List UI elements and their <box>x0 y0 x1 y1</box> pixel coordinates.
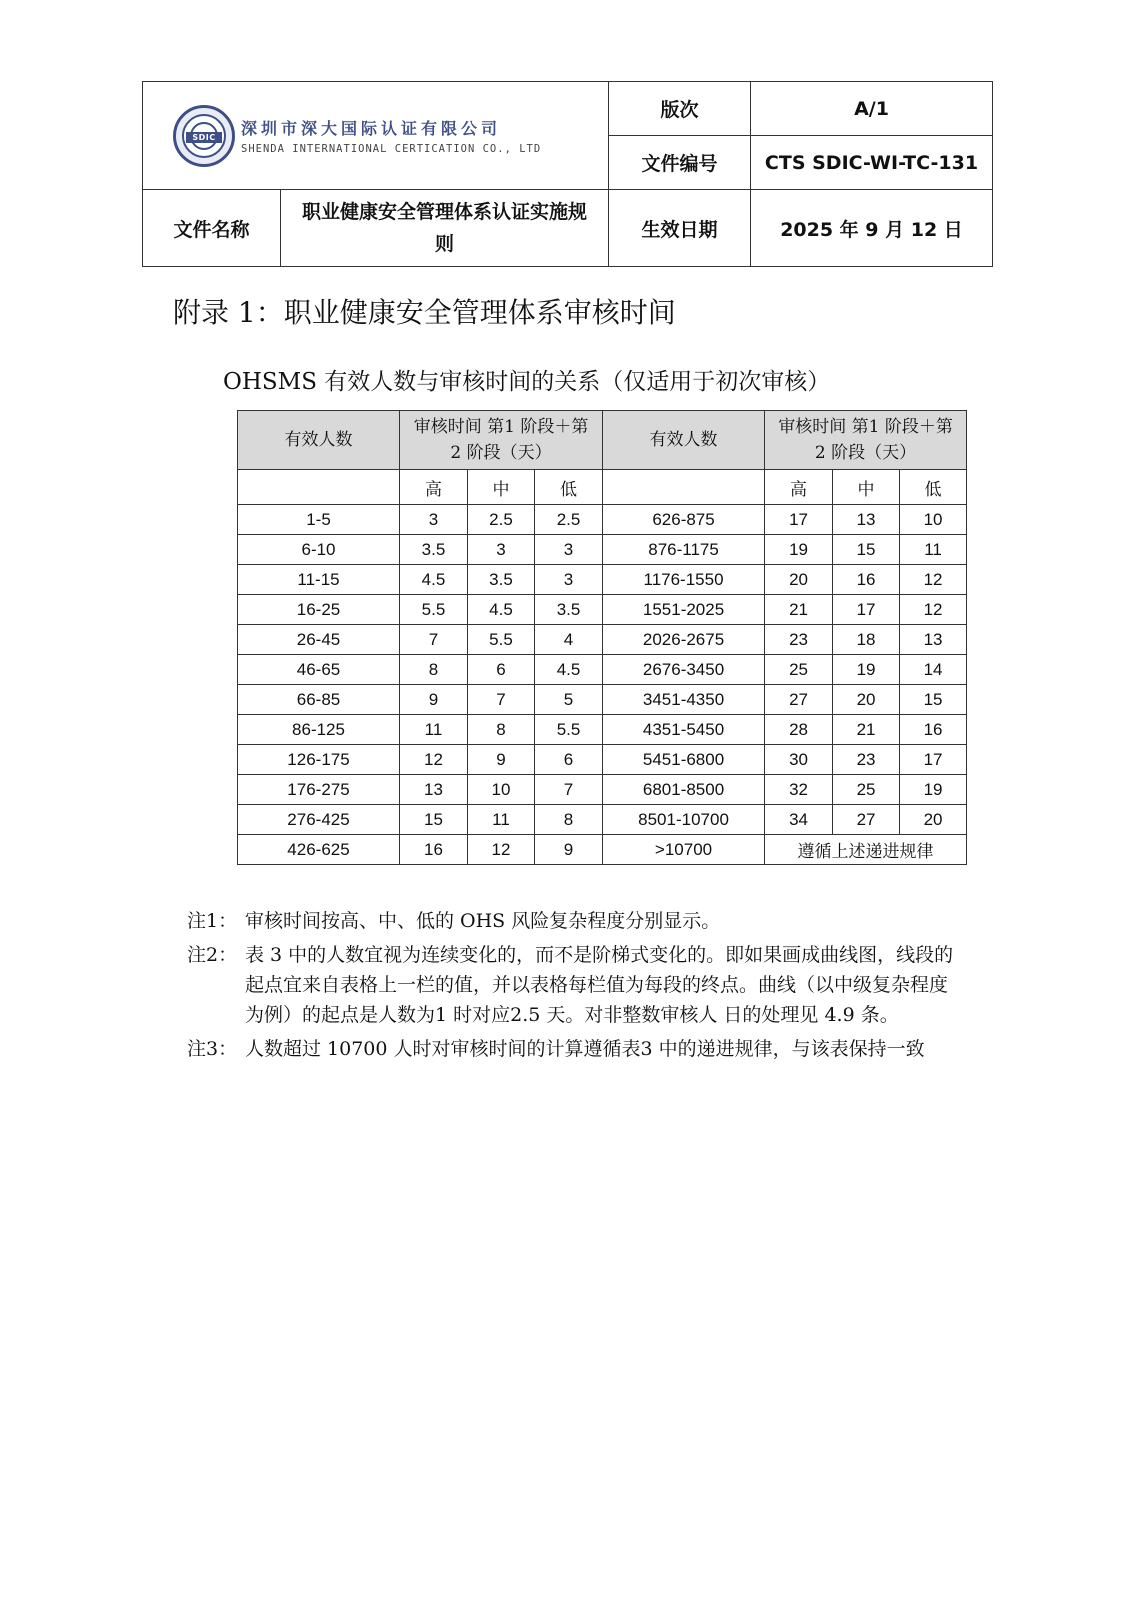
people-right-cell: 626-875 <box>603 505 765 535</box>
low-left-cell: 9 <box>535 835 603 865</box>
low-right-cell: 10 <box>900 505 967 535</box>
table-row <box>238 775 967 805</box>
people-right-cell: 6801-8500 <box>603 775 765 805</box>
people-right-cell: 876-1175 <box>603 535 765 565</box>
doc-number-label: 文件编号 <box>609 136 751 190</box>
low-right-cell: 20 <box>900 805 967 835</box>
low-left-cell: 4 <box>535 625 603 655</box>
high-left-cell: 8 <box>400 655 468 685</box>
col-header-people-right: 有效人数 <box>603 411 765 470</box>
people-left-cell: 176-275 <box>238 775 400 805</box>
mid-right-cell: 19 <box>833 655 900 685</box>
table-row <box>238 625 967 655</box>
mid-left-cell: 11 <box>468 805 535 835</box>
mid-left-cell: 10 <box>468 775 535 805</box>
people-right-cell: 1176-1550 <box>603 565 765 595</box>
low-left-cell: 7 <box>535 775 603 805</box>
note-3 <box>187 1034 957 1064</box>
people-left-cell: 6-10 <box>238 535 400 565</box>
note-label: 注1： <box>187 910 238 932</box>
high-left-cell: 9 <box>400 685 468 715</box>
low-left-cell: 3 <box>535 565 603 595</box>
low-left-cell: 5.5 <box>535 715 603 745</box>
low-left-cell: 4.5 <box>535 655 603 685</box>
low-right-cell: 14 <box>900 655 967 685</box>
table-row <box>238 535 967 565</box>
col-header-time-right: 审核时间 第1 阶段＋第2 阶段（天） <box>765 411 967 470</box>
mid-left-cell: 3 <box>468 535 535 565</box>
people-left-cell: 276-425 <box>238 805 400 835</box>
people-left-cell: 46-65 <box>238 655 400 685</box>
mid-right-cell: 20 <box>833 685 900 715</box>
mid-left-cell: 8 <box>468 715 535 745</box>
low-right-cell: 12 <box>900 565 967 595</box>
effective-date-label: 生效日期 <box>609 190 751 267</box>
high-left-cell: 4.5 <box>400 565 468 595</box>
table-row <box>238 745 967 775</box>
high-left-cell: 7 <box>400 625 468 655</box>
level-mid-left: 中 <box>468 470 535 505</box>
mid-right-cell: 16 <box>833 565 900 595</box>
level-high-right: 高 <box>765 470 833 505</box>
low-right-cell: 12 <box>900 595 967 625</box>
low-right-cell: 13 <box>900 625 967 655</box>
high-right-cell: 23 <box>765 625 833 655</box>
notes-section <box>187 906 957 1068</box>
mid-right-cell: 17 <box>833 595 900 625</box>
mid-right-cell: 25 <box>833 775 900 805</box>
company-name-cn: 深圳市深大国际认证有限公司 <box>241 119 502 138</box>
people-right-cell: 5451-6800 <box>603 745 765 775</box>
level-low-left: 低 <box>535 470 603 505</box>
people-right-cell: 2026-2675 <box>603 625 765 655</box>
low-left-cell: 8 <box>535 805 603 835</box>
col-header-time-left: 审核时间 第1 阶段＋第2 阶段（天） <box>400 411 603 470</box>
appendix-title: 附录 1：职业健康安全管理体系审核时间 <box>173 296 676 329</box>
high-left-cell: 13 <box>400 775 468 805</box>
high-right-cell: 20 <box>765 565 833 595</box>
mid-left-cell: 4.5 <box>468 595 535 625</box>
people-left-cell: 16-25 <box>238 595 400 625</box>
people-left-cell: 126-175 <box>238 745 400 775</box>
high-right-cell: 25 <box>765 655 833 685</box>
level-high-left: 高 <box>400 470 468 505</box>
mid-left-cell: 12 <box>468 835 535 865</box>
people-right-cell: >10700 <box>603 835 765 865</box>
table-row <box>238 685 967 715</box>
low-right-cell: 19 <box>900 775 967 805</box>
high-left-cell: 12 <box>400 745 468 775</box>
high-right-cell: 28 <box>765 715 833 745</box>
mid-left-cell: 5.5 <box>468 625 535 655</box>
high-left-cell: 3 <box>400 505 468 535</box>
high-left-cell: 3.5 <box>400 535 468 565</box>
table-row <box>238 595 967 625</box>
people-right-cell: 1551-2025 <box>603 595 765 625</box>
table-row <box>238 715 967 745</box>
low-right-cell: 16 <box>900 715 967 745</box>
high-right-cell: 30 <box>765 745 833 775</box>
company-name-en: SHENDA INTERNATIONAL CERTICATION CO., LTD <box>241 143 542 155</box>
low-left-cell: 5 <box>535 685 603 715</box>
table-row <box>238 565 967 595</box>
mid-right-cell: 23 <box>833 745 900 775</box>
mid-left-cell: 7 <box>468 685 535 715</box>
mid-right-cell: 18 <box>833 625 900 655</box>
people-right-cell: 3451-4350 <box>603 685 765 715</box>
document-header <box>142 81 993 267</box>
doc-number-value: CTS SDIC-WI-TC-131 <box>751 136 993 190</box>
mid-right-cell: 21 <box>833 715 900 745</box>
high-left-cell: 15 <box>400 805 468 835</box>
doc-name-label: 文件名称 <box>143 190 281 267</box>
doc-name-value: 职业健康安全管理体系认证实施规则 <box>281 190 609 267</box>
people-left-cell: 1-5 <box>238 505 400 535</box>
high-right-cell: 17 <box>765 505 833 535</box>
note-1 <box>187 906 957 936</box>
people-left-cell: 66-85 <box>238 685 400 715</box>
company-seal-icon: SDIC <box>173 105 235 167</box>
mid-left-cell: 9 <box>468 745 535 775</box>
table-row <box>238 805 967 835</box>
mid-left-cell: 3.5 <box>468 565 535 595</box>
people-left-cell: 11-15 <box>238 565 400 595</box>
mid-right-cell: 27 <box>833 805 900 835</box>
effective-date-value: 2025 年 9 月 12 日 <box>751 190 993 267</box>
low-right-cell: 15 <box>900 685 967 715</box>
high-right-cell: 21 <box>765 595 833 625</box>
table-caption: OHSMS 有效人数与审核时间的关系（仅适用于初次审核） <box>223 369 831 395</box>
table-row-last <box>238 835 967 865</box>
high-right-cell: 27 <box>765 685 833 715</box>
table-level-row <box>238 470 967 505</box>
people-left-cell: 86-125 <box>238 715 400 745</box>
progression-note-cell: 遵循上述递进规律 <box>765 835 967 865</box>
version-label: 版次 <box>609 82 751 136</box>
people-left-cell: 26-45 <box>238 625 400 655</box>
mid-left-cell: 2.5 <box>468 505 535 535</box>
low-left-cell: 3.5 <box>535 595 603 625</box>
people-left-cell: 426-625 <box>238 835 400 865</box>
high-right-cell: 32 <box>765 775 833 805</box>
high-right-cell: 34 <box>765 805 833 835</box>
low-left-cell: 6 <box>535 745 603 775</box>
high-left-cell: 11 <box>400 715 468 745</box>
table-header-row <box>238 411 967 470</box>
note-text: 人数超过 10700 人时对审核时间的计算遵循表3 中的递进规律，与该表保持一致 <box>245 1038 925 1060</box>
note-text: 审核时间按高、中、低的 OHS 风险复杂程度分别显示。 <box>245 910 721 932</box>
table-row <box>238 655 967 685</box>
note-2 <box>187 940 957 1030</box>
high-right-cell: 19 <box>765 535 833 565</box>
table-row <box>238 505 967 535</box>
mid-left-cell: 6 <box>468 655 535 685</box>
people-right-cell: 2676-3450 <box>603 655 765 685</box>
version-value: A/1 <box>751 82 993 136</box>
col-header-people-left: 有效人数 <box>238 411 400 470</box>
people-right-cell: 4351-5450 <box>603 715 765 745</box>
mid-right-cell: 13 <box>833 505 900 535</box>
note-label: 注2： <box>187 944 238 966</box>
note-label: 注3： <box>187 1038 238 1060</box>
high-left-cell: 5.5 <box>400 595 468 625</box>
low-right-cell: 17 <box>900 745 967 775</box>
audit-time-table <box>237 410 967 865</box>
high-left-cell: 16 <box>400 835 468 865</box>
low-right-cell: 11 <box>900 535 967 565</box>
low-left-cell: 3 <box>535 535 603 565</box>
level-mid-right: 中 <box>833 470 900 505</box>
company-logo-block <box>143 82 609 190</box>
note-text: 表 3 中的人数宜视为连续变化的，而不是阶梯式变化的。即如果画成曲线图，线段的起点宜来自表格上一栏的值，并以表格每栏值为每段的终点。曲线（以中级复杂程度为例）的起点是人数为1 时对应2.5 天。对非整数审核人 日的处理见 4.9 条。 <box>245 944 954 1026</box>
mid-right-cell: 15 <box>833 535 900 565</box>
level-low-right: 低 <box>900 470 967 505</box>
low-left-cell: 2.5 <box>535 505 603 535</box>
people-right-cell: 8501-10700 <box>603 805 765 835</box>
